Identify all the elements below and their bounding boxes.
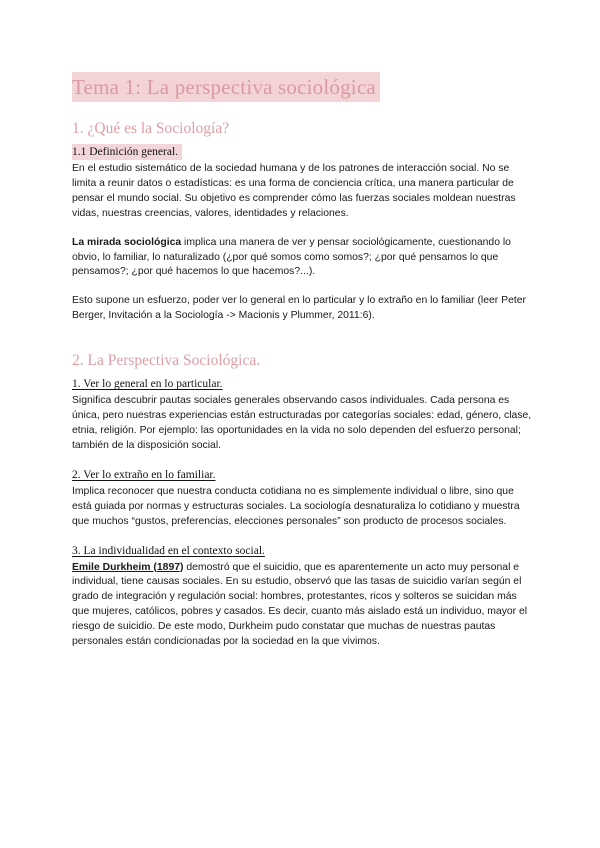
paragraph (72, 236, 532, 281)
paragraph-text: demostró que el suicidio, que es aparentemente un acto muy personal e individual, tiene causas sociales. En su estudio, observó que las tasas de suicidio varían según el grado de integración y regulación social: hombres, protestantes, ricos y solteros se suicidan más que mujeres, católicos, pobres y casados. Es decir, cuanto más aislado está un individuo, mayor el riesgo de suicidio. De este modo, Durkheim pudo constatar que muchas de nuestras pautas personales están condicionadas por la sociedad en la que vivimos. (72, 561, 528, 648)
subsection-heading: 2. Ver lo extraño en lo familiar. (72, 468, 216, 481)
paragraph: Significa descubrir pautas sociales generales observando casos individuales. Cada persona es única, pero nuestras experiencias están estructuradas por categorías sociales: edad, género, clase, etnia, religión. Por ejemplo: las oportunidades en la vida no solo dependen del esfuerzo personal; también de la disposición social. (72, 395, 532, 451)
paragraph: En el estudio sistemático de la sociedad humana y de los patrones de interacción social. No se limita a reunir datos o estadísticas: es una forma de conciencia crítica, una manera particular de pensar el mundo social. Su objetivo es comprender cómo las fuerzas sociales moldean nuestras vidas, nuestras creencias, valores, identidades y relaciones. (72, 163, 516, 219)
subsection-heading: 1. Ver lo general en lo particular. (72, 378, 223, 391)
paragraph: Implica reconocer que nuestra conducta cotidiana no es simplemente individual o libre, sino que está guiada por normas y estructuras sociales. La sociología desnaturaliza lo cotidiano y muestra que muchos “gustos, preferencias, elecciones personales” son producto de procesos sociales. (72, 485, 520, 527)
document-content (72, 72, 532, 650)
bold-term: La mirada sociológica (72, 236, 182, 248)
paragraph: Esto supone un esfuerzo, poder ver lo general en lo particular y lo extraño en lo familiar (leer Peter Berger, Invitación a la Sociología -> Macionis y Plummer, 2011:6). (72, 295, 526, 322)
section-heading: 2. La Perspectiva Sociológica. (72, 352, 261, 370)
document-title: Tema 1: La perspectiva sociológica (72, 72, 380, 102)
subsection-heading: 3. La individualidad en el contexto social. (72, 544, 265, 557)
section-heading: 1. ¿Qué es la Sociología? (72, 120, 230, 137)
author-reference: Emile Durkheim (1897) (72, 561, 184, 573)
subsection-heading: 1.1 Definición general. (72, 144, 182, 160)
paragraph-text: implica una manera de ver y pensar sociológicamente, cuestionando lo obvio, lo familiar, lo naturalizado (¿por qué somos como somos?; ¿por qué pensamos lo que pensamos?; ¿por qué hacemos lo que hacemos?...). (72, 236, 511, 278)
paragraph (72, 561, 532, 650)
